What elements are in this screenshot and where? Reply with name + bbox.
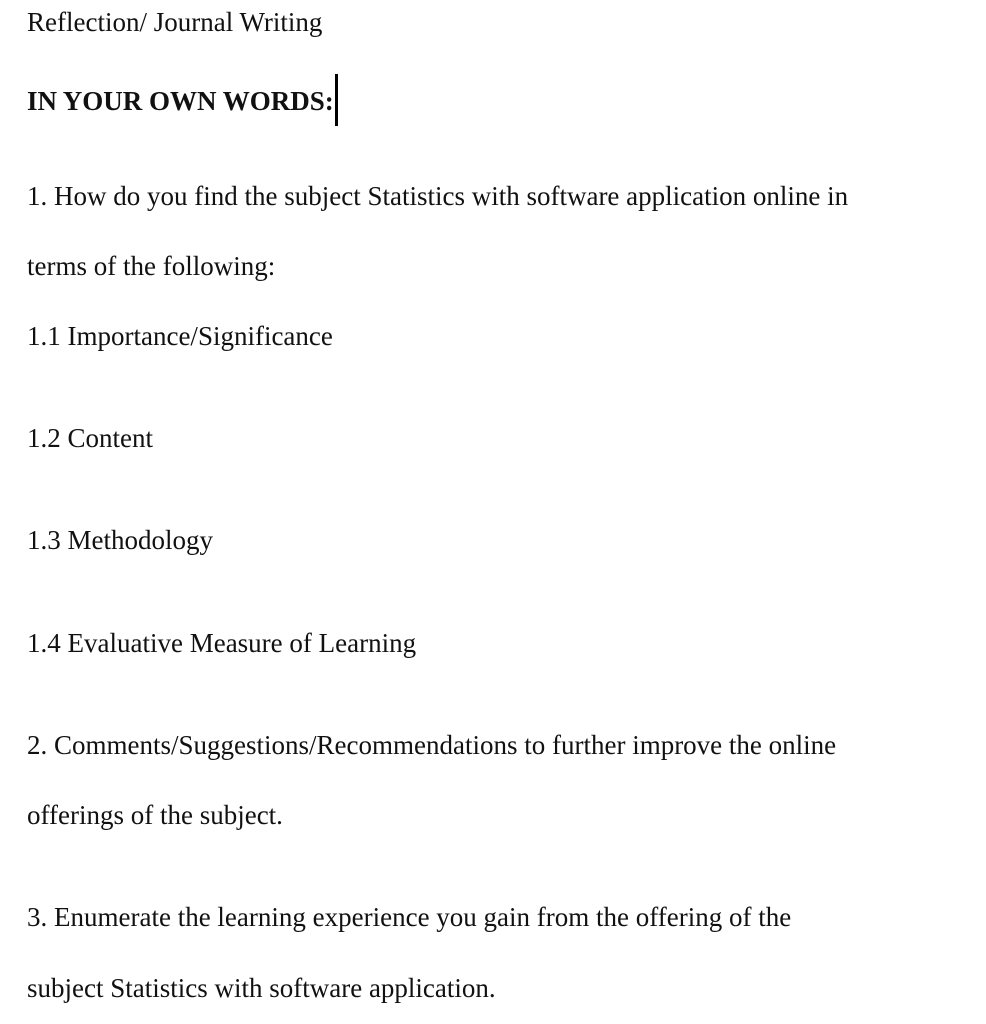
question-3-line-1: 3. Enumerate the learning experience you gain from the offering of the — [27, 902, 792, 932]
question-2-line-1: 2. Comments/Suggestions/Recommendations to further improve the online — [27, 730, 837, 760]
question-1-1: 1.1 Importance/Significance — [27, 321, 333, 351]
question-1-line-1: 1. How do you find the subject Statistics with software application online in — [27, 181, 849, 211]
instruction-subheading-text: IN YOUR OWN WORDS: — [27, 86, 334, 117]
question-3-line-2: subject Statistics with software application. — [27, 973, 496, 1003]
question-1-line-2: terms of the following: — [27, 251, 276, 281]
question-1-3: 1.3 Methodology — [27, 525, 213, 555]
question-2-line-2: offerings of the subject. — [27, 800, 283, 830]
question-1-2: 1.2 Content — [27, 423, 153, 453]
document-heading: Reflection/ Journal Writing — [27, 7, 323, 37]
question-1-4: 1.4 Evaluative Measure of Learning — [27, 628, 417, 658]
text-cursor — [335, 74, 338, 126]
instruction-subheading[interactable] — [27, 78, 338, 130]
